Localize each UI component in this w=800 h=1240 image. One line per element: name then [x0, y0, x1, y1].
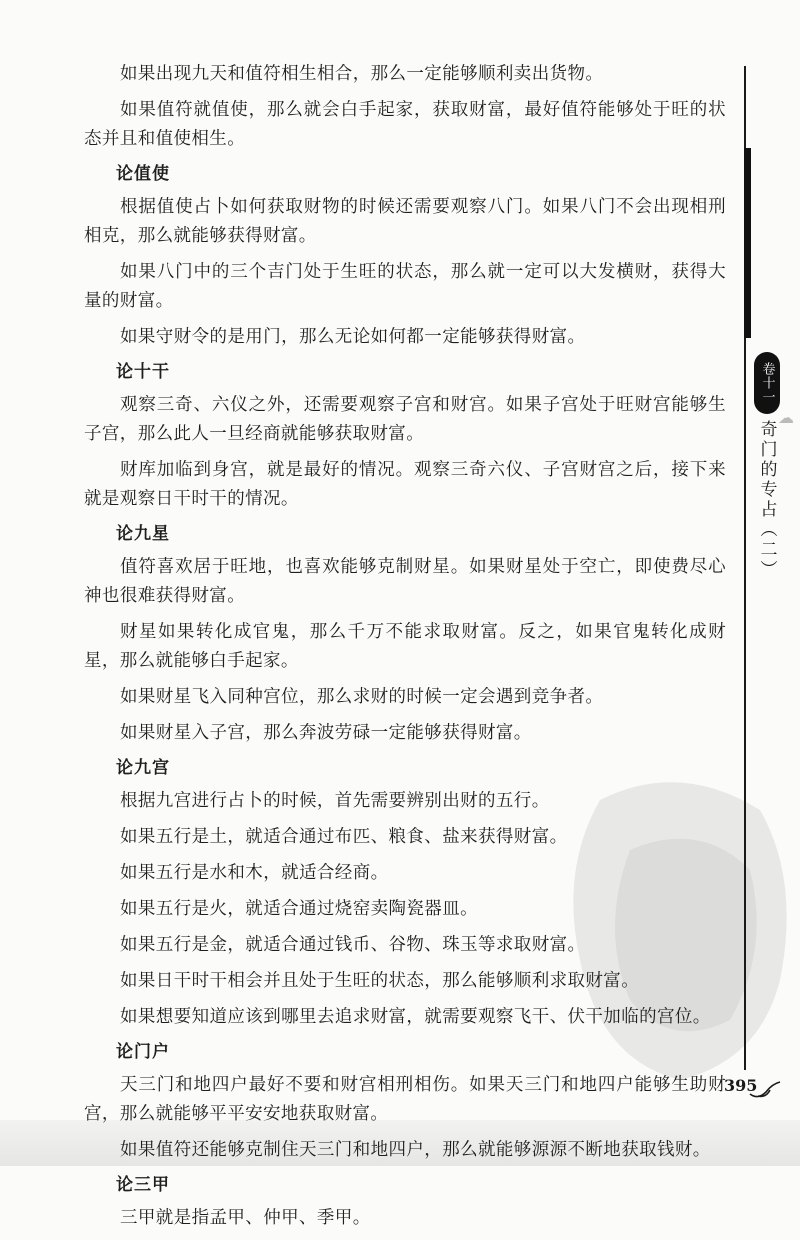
- paragraph: 如果五行是火，就适合通过烧窑卖陶瓷器皿。: [120, 899, 478, 919]
- paragraph: 天三门和地四户最好不要和财宫相刑相伤。如果天三门和地四户能够生助财宫，那么就能够平平安安地获取财富。: [84, 1075, 726, 1124]
- chapter-title: 奇门的专占（二）: [756, 420, 777, 580]
- section-heading: 论三甲: [116, 1175, 170, 1195]
- paragraph: 财星如果转化成官鬼，那么千万不能求取财富。反之，如果官鬼转化成财星，那么就能够白手起家。: [84, 622, 726, 671]
- section-heading: 论九宫: [116, 758, 170, 778]
- paragraph: 如果想要知道应该到哪里去追求财富，就需要观察飞干、伏干加临的宫位。: [120, 1007, 711, 1027]
- paragraph: 如果财星飞入同种宫位，那么求财的时候一定会遇到竞争者。: [120, 687, 604, 707]
- cloud-ornament-icon: ☁: [778, 408, 794, 427]
- section-heading: 论门户: [116, 1042, 170, 1062]
- paragraph: 如果日干时干相会并且处于生旺的状态，那么能够顺利求取财富。: [120, 971, 640, 991]
- paragraph: 如果五行是金，就适合通过钱币、谷物、珠玉等求取财富。: [120, 935, 586, 955]
- paragraph: 如果五行是土，就适合通过布匹、粮食、盐来获得财富。: [120, 827, 568, 847]
- margin-rule-bold: [744, 148, 751, 338]
- page-number: 395: [724, 1076, 758, 1095]
- section-heading: 论十干: [116, 362, 170, 382]
- paragraph: 财库加临到身宫，就是最好的情况。观察三奇六仪、子宫财宫之后，接下来就是观察日干时干的情况。: [84, 460, 726, 509]
- page-swirl-icon: [748, 1078, 782, 1100]
- section-heading: 论九星: [116, 524, 170, 544]
- paragraph: 如果守财令的是用门，那么无论如何都一定能够获得财富。: [120, 327, 586, 347]
- paragraph: 如果八门中的三个吉门处于生旺的状态，那么就一定可以大发横财，获得大量的财富。: [84, 262, 726, 311]
- chapter-tab: [752, 352, 782, 580]
- paragraph: 根据九宫进行占卜的时候，首先需要辨别出财的五行。: [120, 791, 550, 811]
- paragraph: 如果出现九天和值符相生相合，那么一定能够顺利卖出货物。: [120, 64, 604, 84]
- paragraph: 值符喜欢居于旺地，也喜欢能够克制财星。如果财星处于空亡，即使费尽心神也很难获得财富。: [84, 557, 726, 606]
- paragraph: 如果财星入子宫，那么奔波劳碌一定能够获得财富。: [120, 723, 532, 743]
- paragraph: 根据值使占卜如何获取财物的时候还需要观察八门。如果八门不会出现相刑相克，那么就能够获得财富。: [84, 197, 726, 246]
- paragraph: 观察三奇、六仪之外，还需要观察子宫和财宫。如果子宫处于旺财宫能够生子宫，那么此人一旦经商就能够获取财富。: [84, 395, 726, 444]
- paragraph: 如果五行是水和木，就适合经商。: [120, 863, 389, 883]
- main-text: [84, 60, 726, 1240]
- chapter-badge: 卷十一: [754, 352, 780, 414]
- section-heading: 论值使: [116, 164, 170, 184]
- paragraph: 如果值符就值使，那么就会白手起家，获取财富，最好值符能够处于旺的状态并且和值使相生。: [84, 100, 726, 149]
- paragraph: 三甲就是指孟甲、仲甲、季甲。: [120, 1208, 371, 1228]
- paragraph: 如果值符还能够克制住天三门和地四户，那么就能够源源不断地获取钱财。: [120, 1140, 711, 1160]
